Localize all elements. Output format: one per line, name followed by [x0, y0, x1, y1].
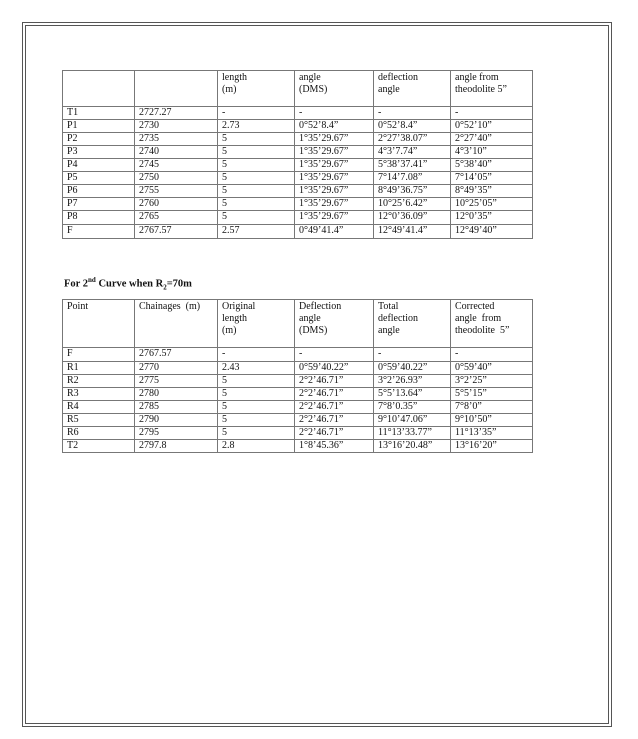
table-row: [63, 172, 533, 185]
table-cell: P1: [63, 120, 135, 133]
column-header: Original length (m): [218, 300, 295, 348]
column-header: Corrected angle from theodolite 5”: [451, 300, 533, 348]
column-header: Deflection angle (DMS): [295, 300, 374, 348]
column-header: Total deflection angle: [374, 300, 451, 348]
table-cell: R3: [63, 388, 135, 401]
table-cell: 2°2’46.71”: [295, 414, 374, 427]
table-cell: 2727.27: [135, 107, 218, 120]
table-cell: 1°35’29.67”: [295, 211, 374, 225]
table-cell: F: [63, 225, 135, 239]
table-cell: 2730: [135, 120, 218, 133]
column-header: [135, 71, 218, 107]
table-cell: P7: [63, 198, 135, 211]
table-cell: 0°52’10”: [451, 120, 533, 133]
table-row: [63, 133, 533, 146]
column-header: length (m): [218, 71, 295, 107]
table-cell: P8: [63, 211, 135, 225]
table-cell: 12°0’35”: [451, 211, 533, 225]
table-cell: 2740: [135, 146, 218, 159]
table-cell: 5: [218, 375, 295, 388]
table-cell: P5: [63, 172, 135, 185]
table-cell: 2755: [135, 185, 218, 198]
document-page: [22, 22, 612, 727]
table-cell: 7°14’05”: [451, 172, 533, 185]
table-cell: 11°13’33.77”: [374, 427, 451, 440]
table-cell: P3: [63, 146, 135, 159]
table-cell: 5°5’15”: [451, 388, 533, 401]
table-row: [63, 211, 533, 225]
table-header-row: [63, 300, 533, 348]
table-cell: 4°3’10”: [451, 146, 533, 159]
table-cell: 2765: [135, 211, 218, 225]
table-cell: 9°10’47.06”: [374, 414, 451, 427]
column-header: [63, 71, 135, 107]
table-cell: 2775: [135, 375, 218, 388]
table-cell: 8°49’36.75”: [374, 185, 451, 198]
table-cell: R6: [63, 427, 135, 440]
table-cell: 2°2’46.71”: [295, 375, 374, 388]
column-header: angle (DMS): [295, 71, 374, 107]
table-cell: 5: [218, 401, 295, 414]
table-cell: -: [451, 348, 533, 362]
table-cell: P6: [63, 185, 135, 198]
table-cell: T1: [63, 107, 135, 120]
column-header: angle from theodolite 5”: [451, 71, 533, 107]
table-cell: -: [218, 348, 295, 362]
table-cell: 1°35’29.67”: [295, 159, 374, 172]
table-row: [63, 375, 533, 388]
table-cell: 2745: [135, 159, 218, 172]
table-cell: -: [374, 348, 451, 362]
curve1-setting-out-table: [62, 70, 533, 239]
table-cell: -: [295, 107, 374, 120]
table-cell: 5: [218, 211, 295, 225]
column-header: deflection angle: [374, 71, 451, 107]
table-cell: 1°35’29.67”: [295, 172, 374, 185]
table-cell: 7°8’0.35”: [374, 401, 451, 414]
table-row: [63, 440, 533, 453]
table-cell: 9°10’50”: [451, 414, 533, 427]
table-cell: 1°35’29.67”: [295, 185, 374, 198]
table-cell: 1°35’29.67”: [295, 198, 374, 211]
table-cell: 10°25’05”: [451, 198, 533, 211]
table-row: [63, 107, 533, 120]
table-cell: P2: [63, 133, 135, 146]
table-cell: 2790: [135, 414, 218, 427]
table-cell: 5: [218, 427, 295, 440]
table-cell: 5°38’40”: [451, 159, 533, 172]
table-row: [63, 362, 533, 375]
table-cell: R4: [63, 401, 135, 414]
table-cell: 2.43: [218, 362, 295, 375]
table-cell: 2.73: [218, 120, 295, 133]
table-cell: 5: [218, 198, 295, 211]
table-cell: 5: [218, 133, 295, 146]
table-cell: 1°35’29.67”: [295, 146, 374, 159]
table-row: [63, 401, 533, 414]
table-cell: 0°59’40.22”: [295, 362, 374, 375]
section-title-second-curve: For 2nd Curve when $R_2=70m$: [64, 276, 192, 292]
table-cell: T2: [63, 440, 135, 453]
table-cell: 2°27’38.07”: [374, 133, 451, 146]
curve2-setting-out-table: [62, 299, 533, 453]
table-cell: 3°2’26.93”: [374, 375, 451, 388]
table-cell: 2735: [135, 133, 218, 146]
table-cell: 0°49’41.4”: [295, 225, 374, 239]
table-cell: 5: [218, 185, 295, 198]
table-cell: R2: [63, 375, 135, 388]
table-cell: 5: [218, 172, 295, 185]
table-cell: 2770: [135, 362, 218, 375]
table-cell: -: [295, 348, 374, 362]
table-row: [63, 225, 533, 239]
table-cell: 2780: [135, 388, 218, 401]
table-cell: 13°16’20”: [451, 440, 533, 453]
table-row: [63, 198, 533, 211]
table-cell: 5: [218, 388, 295, 401]
table-cell: 2°2’46.71”: [295, 401, 374, 414]
table-cell: 2°2’46.71”: [295, 427, 374, 440]
table-row: [63, 348, 533, 362]
table-cell: F: [63, 348, 135, 362]
table-cell: 0°59’40.22”: [374, 362, 451, 375]
table-cell: 3°2’25”: [451, 375, 533, 388]
table-header-row: [63, 71, 533, 107]
table-cell: 5: [218, 146, 295, 159]
table-row: [63, 185, 533, 198]
table-cell: 5: [218, 159, 295, 172]
table-row: [63, 388, 533, 401]
table-cell: 0°59’40”: [451, 362, 533, 375]
table-cell: 5°5’13.64”: [374, 388, 451, 401]
table-cell: R5: [63, 414, 135, 427]
table-cell: -: [451, 107, 533, 120]
table-cell: 13°16’20.48”: [374, 440, 451, 453]
table-cell: 12°0’36.09”: [374, 211, 451, 225]
table-cell: 0°52’8.4”: [374, 120, 451, 133]
table-cell: 2785: [135, 401, 218, 414]
column-header: Point: [63, 300, 135, 348]
table-cell: -: [218, 107, 295, 120]
table-cell: 5°38’37.41”: [374, 159, 451, 172]
table-row: [63, 414, 533, 427]
table-cell: 2760: [135, 198, 218, 211]
table-cell: 10°25’6.42”: [374, 198, 451, 211]
table-cell: 12°49’41.4”: [374, 225, 451, 239]
table-cell: 7°14’7.08”: [374, 172, 451, 185]
table-cell: 7°8’0”: [451, 401, 533, 414]
table-cell: 2797.8: [135, 440, 218, 453]
table-row: [63, 159, 533, 172]
table-cell: 2750: [135, 172, 218, 185]
table-cell: 1°8’45.36”: [295, 440, 374, 453]
table-cell: 2.8: [218, 440, 295, 453]
table-cell: 11°13’35”: [451, 427, 533, 440]
table-cell: 2767.57: [135, 225, 218, 239]
table-cell: 2°2’46.71”: [295, 388, 374, 401]
table-cell: 2795: [135, 427, 218, 440]
table-cell: 12°49’40”: [451, 225, 533, 239]
table-cell: 1°35’29.67”: [295, 133, 374, 146]
table-cell: 4°3’7.74”: [374, 146, 451, 159]
table-cell: 2°27’40”: [451, 133, 533, 146]
table-row: [63, 427, 533, 440]
column-header: Chainages (m): [135, 300, 218, 348]
table-row: [63, 146, 533, 159]
table-cell: 8°49’35”: [451, 185, 533, 198]
table-cell: R1: [63, 362, 135, 375]
table-cell: 2.57: [218, 225, 295, 239]
table-cell: -: [374, 107, 451, 120]
table-cell: 5: [218, 414, 295, 427]
table-cell: 0°52’8.4”: [295, 120, 374, 133]
table-cell: 2767.57: [135, 348, 218, 362]
table-cell: P4: [63, 159, 135, 172]
table-row: [63, 120, 533, 133]
